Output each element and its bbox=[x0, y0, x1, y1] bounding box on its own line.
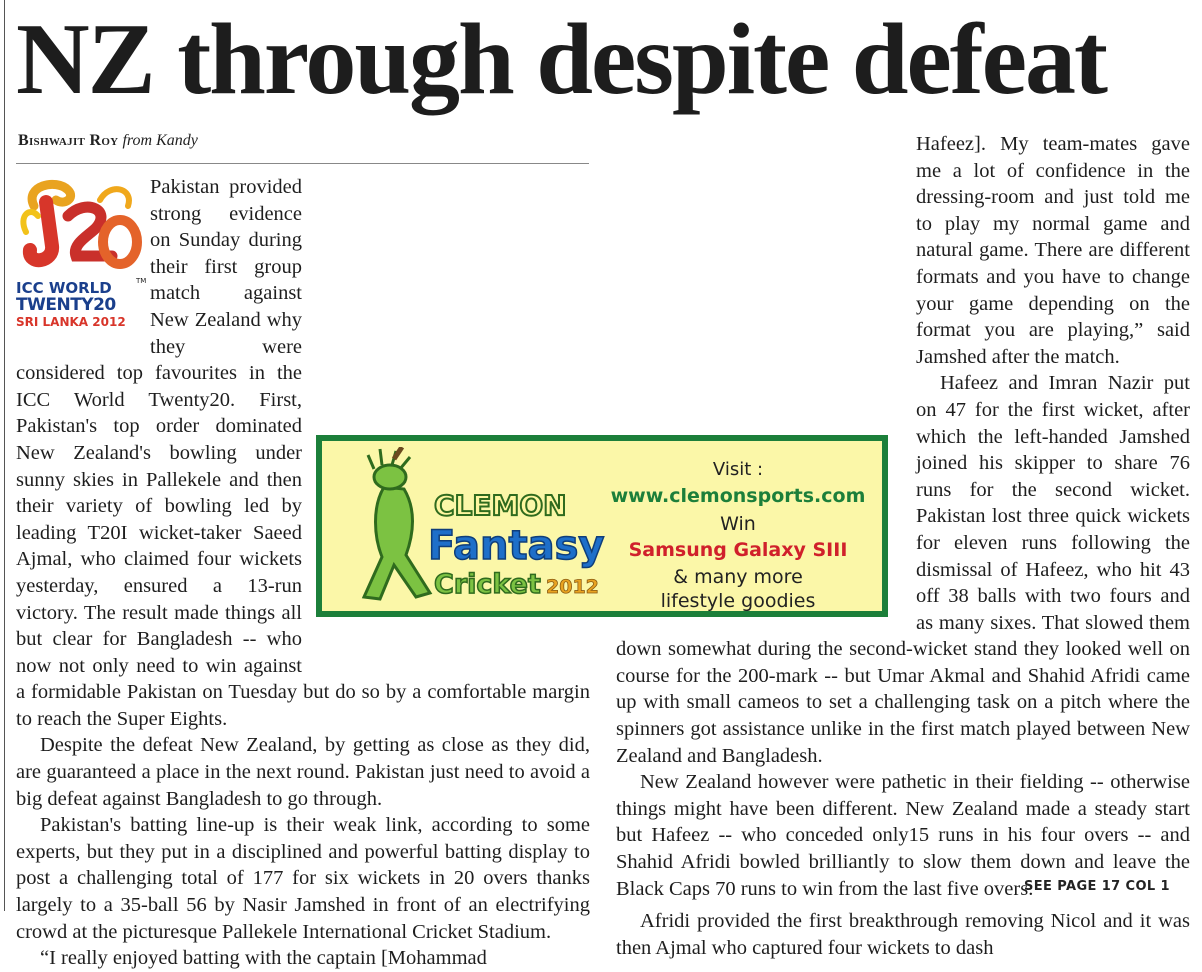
logo-trademark: TM bbox=[136, 277, 147, 285]
ad-win-label: Win bbox=[720, 513, 756, 535]
left-column-rule bbox=[4, 0, 5, 911]
article-paragraph: Afridi provided the first breakthrough removing Nicol and it was then Ajmal who captured four wickets to dash bbox=[616, 910, 1190, 959]
article-paragraph: New Zealand however were pathetic in their fielding -- otherwise things might have been different. New Zealand made a steady start but Hafeez -- who conceded only15 runs in his four overs -- and Shahid Afridi bowled brilliantly to slow them down and leave the Black Caps 70 runs to win from the last five overs. bbox=[616, 771, 1190, 900]
ad-brand-fantasy: Fantasy bbox=[428, 523, 605, 569]
ad-more-line-2: lifestyle goodies bbox=[660, 590, 816, 612]
byline bbox=[18, 132, 198, 150]
article-paragraph: Despite the defeat New Zealand, by getting as close as they did, are guaranteed a place in the next round. Pakistan just need to avoid a big defeat against Bangladesh to go through. bbox=[16, 734, 590, 810]
logo-line-sri-lanka: SRI LANKA 2012 bbox=[16, 315, 126, 329]
cricketer-mascot-illustration bbox=[324, 447, 610, 611]
ad-brand-year: 2012 bbox=[546, 576, 599, 598]
ad-prize-label: Samsung Galaxy SIII bbox=[628, 539, 848, 561]
article-paragraph: “I really enjoyed batting with the captain [Mohammad bbox=[40, 947, 487, 970]
ad-website-link[interactable]: www.clemonsports.com bbox=[610, 485, 866, 507]
ad-brand-clemon: CLEMON bbox=[434, 489, 567, 522]
t20-emblem-icon bbox=[16, 176, 144, 276]
byline-author: Bishwajit Roy bbox=[18, 132, 119, 149]
ad-more-prizes bbox=[618, 565, 858, 613]
article-paragraph: Hafeez]. My team-mates gave me a lot of confidence in the dressing-room and just told me to play my normal game and natural game. There are different formats and you have to change your game depending on the format you are playing,” said Jamshed after the match. bbox=[916, 133, 1190, 368]
icc-world-twenty20-logo bbox=[16, 176, 147, 338]
logo-line-icc-world: ICC WORLD bbox=[16, 279, 112, 297]
byline-rule bbox=[16, 163, 589, 164]
headline: NZ through despite defeat bbox=[16, 3, 1106, 116]
byline-location: from Kandy bbox=[122, 132, 198, 149]
article-paragraph: Hafeez and Imran Nazir put on 47 for the first wicket, after which the left-handed Jamshed joined his skipper to share 76 runs for the second wicket. Pakistan lost three quick wickets for eleven runs following the dismissal of Hafeez, who hit 43 off 38 balls with two fours and as many sixes. That slowed them down somewhat during the second-wicket stand they looked well on course for the 200-mark -- but Umar Akmal and Shahid Afridi came up with small cameos to set a challenging task on a pitch where the spinners got assistance unlike in the first match played between New Zealand and Bangladesh. bbox=[616, 372, 1190, 767]
article-paragraph: Pakistan provided strong evidence on Sunday during their first group match against New Zealand why they were considered top favourites in the ICC World Twenty20. First, Pakistan's top order dominated New Zealand's bowling under sunny skies in Pallekele and then their variety of bowling led by leading T20I wicket-taker Saeed Ajmal, who claimed four wickets yesterday, ensured a 13-run victory. The result made things all but clear for Bangladesh -- who now not only need to win against a formidable Pakistan on Tuesday but do so by a comfortable margin to reach the Super Eights. bbox=[16, 176, 590, 730]
ad-visit-label: Visit : bbox=[712, 459, 764, 480]
continued-jump-line: SEE PAGE 17 COL 1 bbox=[1024, 879, 1170, 894]
ad-more-line-1: & many more bbox=[673, 566, 803, 588]
article-paragraph: Pakistan's batting line-up is their weak link, according to some experts, but they put in a disciplined and powerful batting display to post a challenging total of 177 for six wickets in 20 overs thanks largely to a 35-ball 56 by Nasir Jamshed in front of an electrifying crowd at the picturesque Pallekele International Cricket Stadium. bbox=[16, 814, 590, 943]
ad-brand-cricket: Cricket bbox=[434, 569, 541, 600]
logo-line-twenty20: TWENTY20 bbox=[16, 295, 116, 315]
clemon-fantasy-cricket-ad[interactable] bbox=[316, 435, 888, 617]
logo-wordmark bbox=[16, 280, 142, 331]
